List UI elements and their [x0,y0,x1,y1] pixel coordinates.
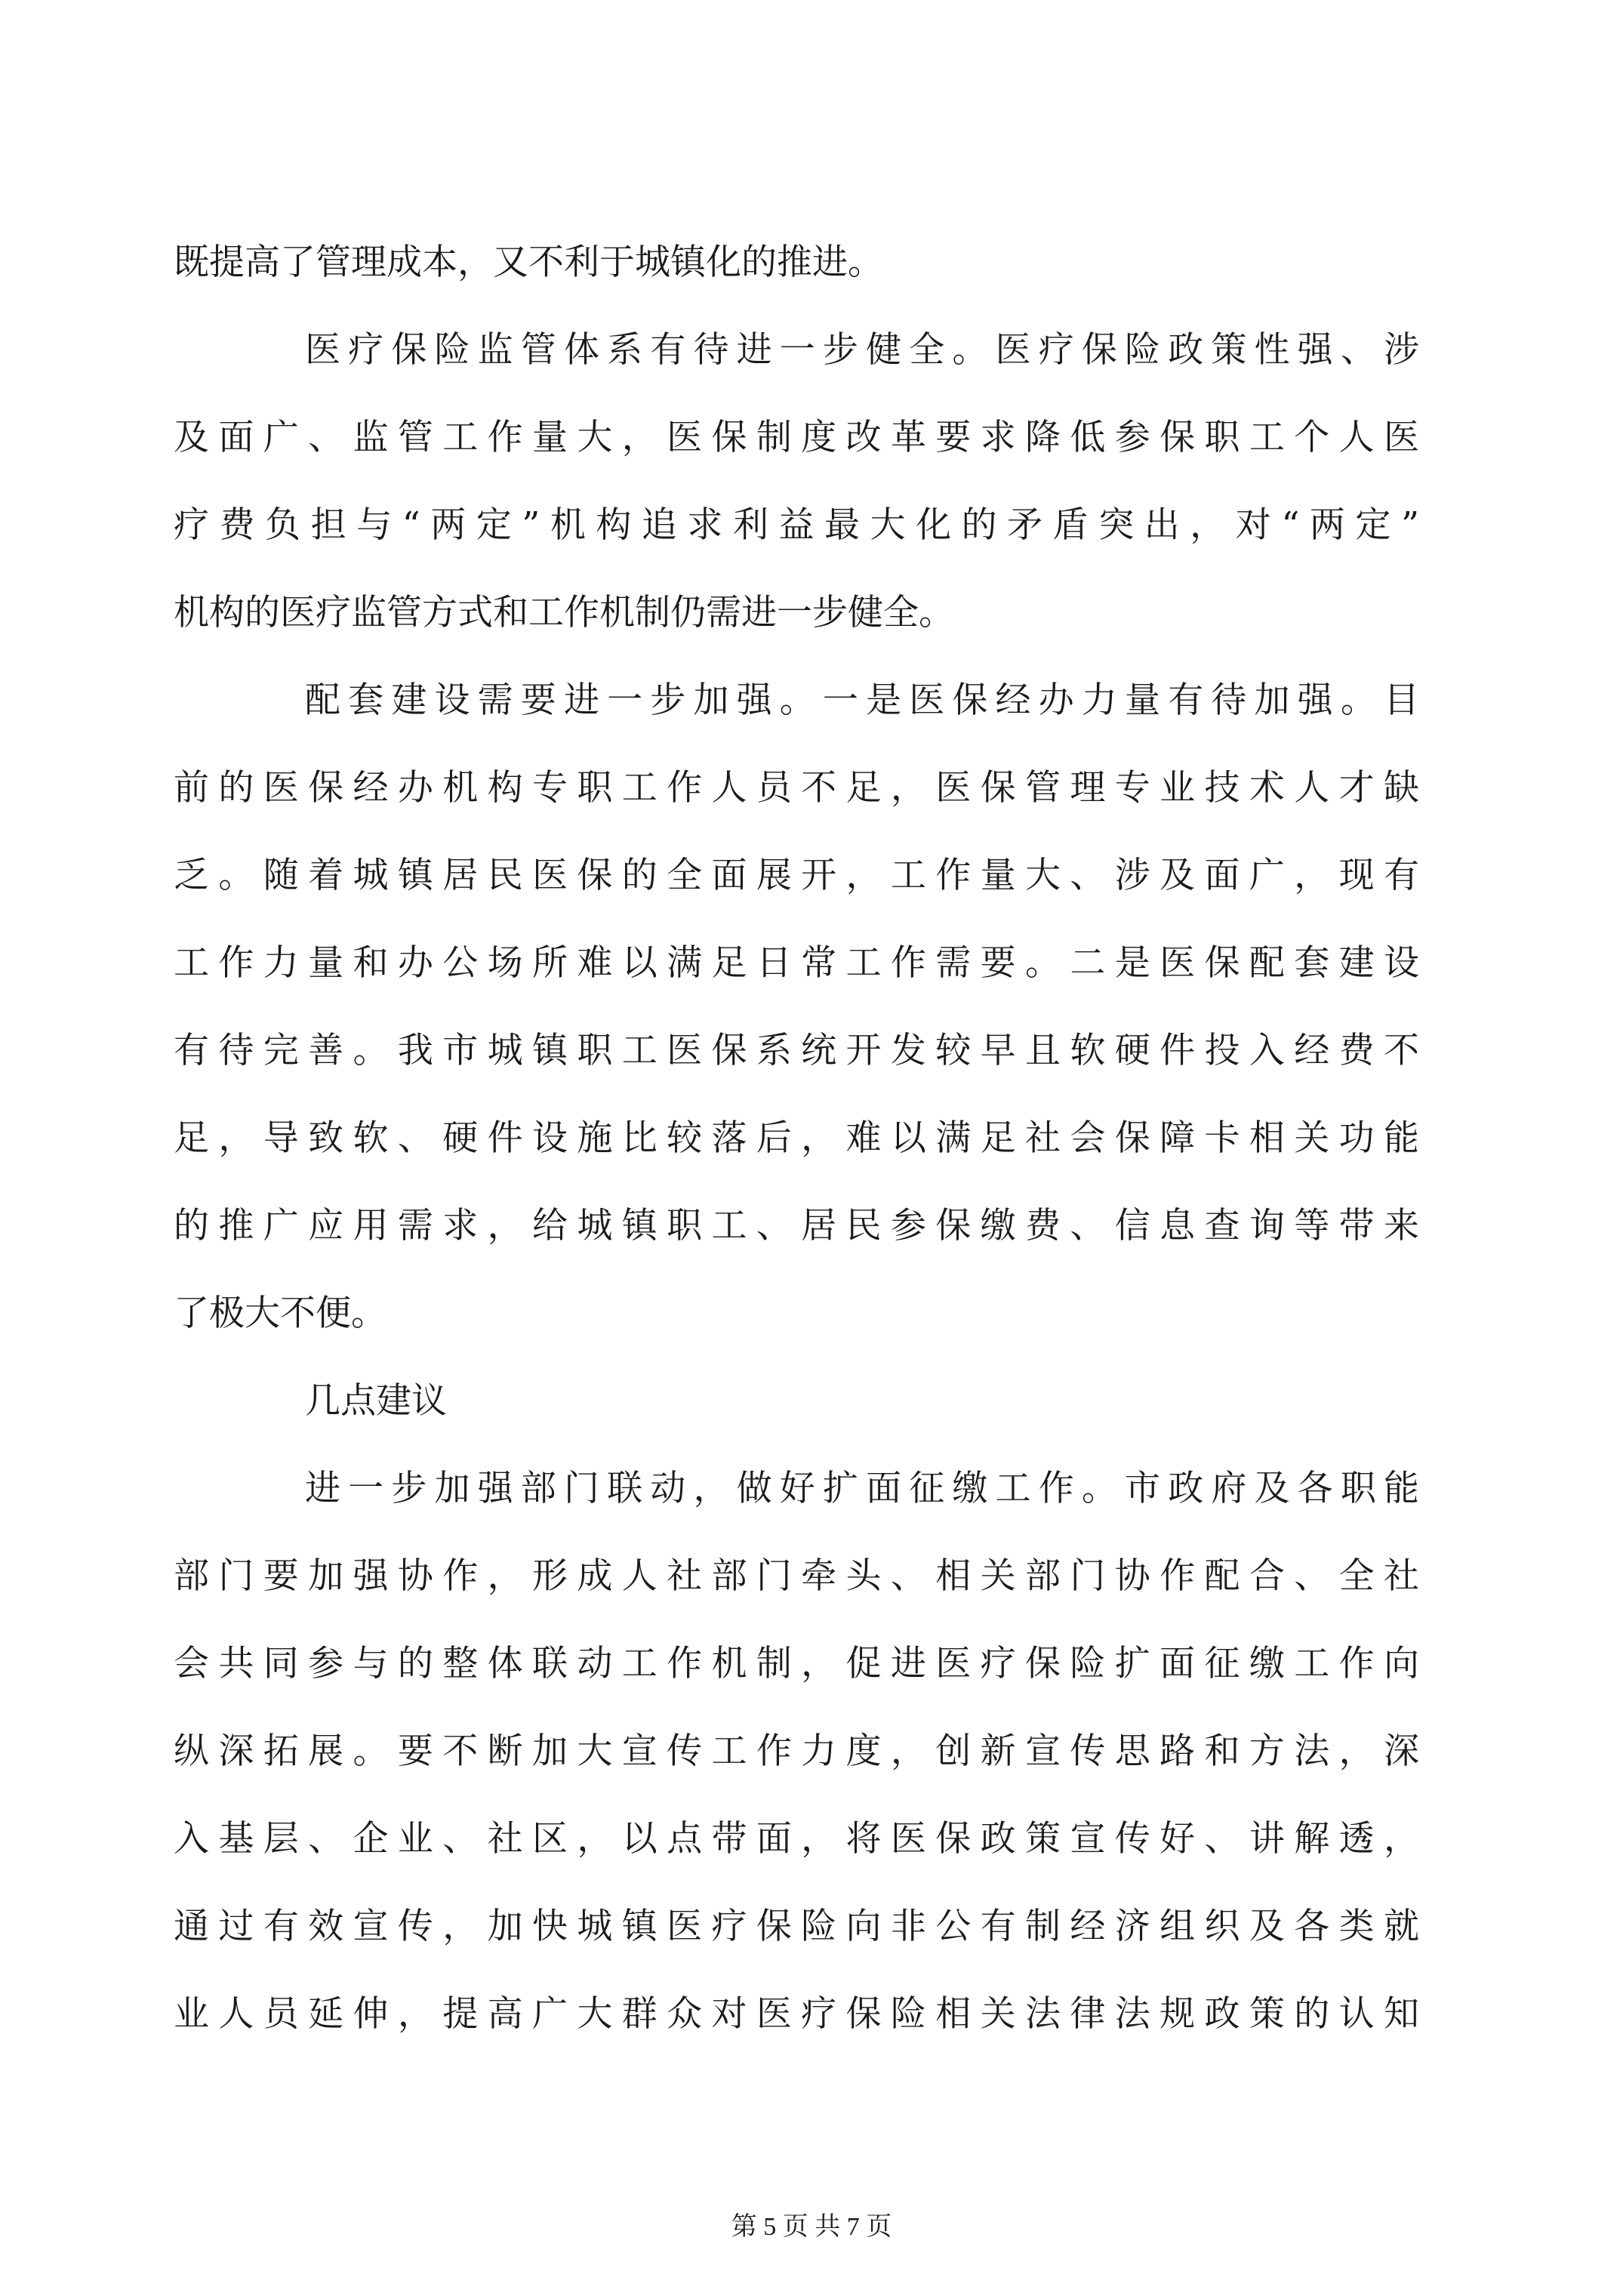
text-line: 了极大不便。 [174,1293,387,1334]
text-line: 部门要加强协作，形成人社部门牵头、相关部门协作配合、全社 [174,1555,1419,1597]
text-line: 的推广应用需求，给城镇职工、居民参保缴费、信息查询等带来 [174,1205,1419,1247]
text-line: 既提高了管理成本，又不利于城镇化的推进。 [174,242,883,283]
paragraph-start: 医疗保险监管体系有待进一步健全。医疗保险政策性强、涉 [305,329,1419,371]
section-heading: 几点建议 [305,1380,447,1422]
text-line: 纵深拓展。要不断加大宣传工作力度，创新宣传思路和方法，深 [174,1730,1419,1772]
document-body [174,219,1419,2058]
page-footer: 第 5 页 共 7 页 [731,2213,892,2241]
text-line: 入基层、企业、社区，以点带面，将医保政策宣传好、讲解透， [174,1818,1419,1860]
text-line: 机构的医疗监管方式和工作机制仍需进一步健全。 [174,592,954,633]
text-line: 及面广、监管工作量大，医保制度改革要求降低参保职工个人医 [174,417,1419,458]
paragraph-start: 配套建设需要进一步加强。一是医保经办力量有待加强。目 [305,680,1419,721]
text-line: 乏。随着城镇居民医保的全面展开，工作量大、涉及面广，现有 [174,855,1419,896]
text-line: 会共同参与的整体联动工作机制，促进医疗保险扩面征缴工作向 [174,1643,1419,1684]
paragraph-start: 进一步加强部门联动，做好扩面征缴工作。市政府及各职能 [305,1468,1419,1509]
text-line: 有待完善。我市城镇职工医保系统开发较早且软硬件投入经费不 [174,1030,1419,1071]
text-line: 疗费负担与“两定”机构追求利益最大化的矛盾突出，对“两定” [174,504,1419,546]
text-line: 工作力量和办公场所难以满足日常工作需要。二是医保配套建设 [174,942,1419,984]
text-line: 足，导致软、硬件设施比较落后，难以满足社会保障卡相关功能 [174,1117,1419,1159]
text-line: 前的医保经办机构专职工作人员不足，医保管理专业技术人才缺 [174,767,1419,809]
text-line: 通过有效宣传，加快城镇医疗保险向非公有制经济组织及各类就 [174,1906,1419,1947]
text-line: 业人员延伸，提高广大群众对医疗保险相关法律法规政策的认知 [174,1993,1419,2035]
